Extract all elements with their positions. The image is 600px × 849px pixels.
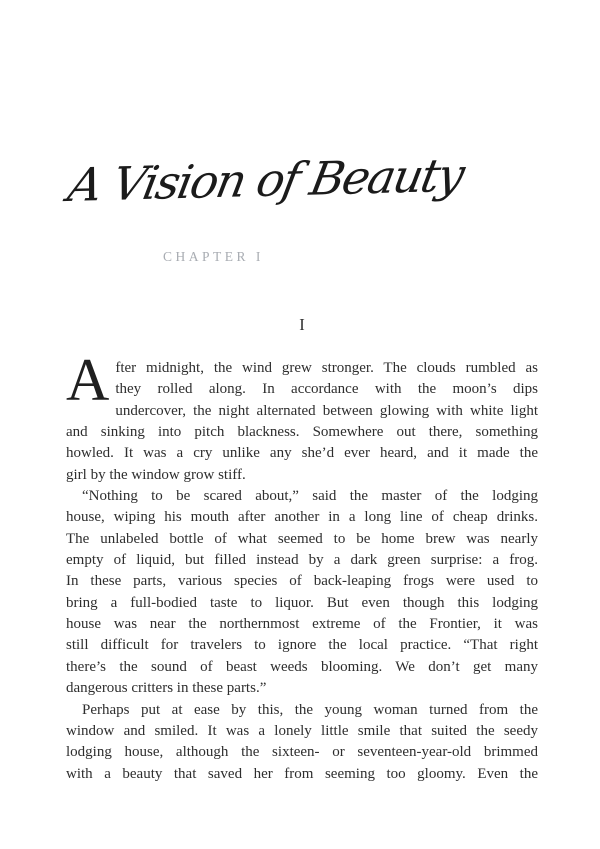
text-line: there’s the sound of beast weeds blooming. We don’t get many <box>66 658 538 675</box>
text-line: still difficult for travelers to ignore the local practice. “That right <box>66 637 538 654</box>
paragraph <box>66 486 538 699</box>
text-line: “Nothing to be scared about,” said the master of the lodging <box>82 488 538 505</box>
text-line: they rolled along. In accordance with the moon’s dips <box>115 381 538 398</box>
text-line: house, wiping his mouth after another in a long line of cheap drinks. <box>66 509 538 526</box>
text-line: In these parts, various species of back-leaping frogs were used to <box>66 573 538 590</box>
chapter-label: CHAPTER I <box>163 249 264 264</box>
text-line: window and smiled. It was a lonely little smile that suited the seedy <box>66 722 538 739</box>
drop-cap: A <box>66 347 110 413</box>
text-line: girl by the window grow stiff. <box>66 466 246 483</box>
text-line: empty of liquid, but filled instead by a dark green surprise: a frog. <box>66 552 538 569</box>
text-line: with a beauty that saved her from seeming too gloomy. Even the <box>66 765 538 782</box>
text-line: howled. It was a cry unlike any she’d ever heard, and it made the <box>66 445 538 462</box>
section-number: I <box>299 315 305 334</box>
text-line: dangerous critters in these parts.” <box>66 680 267 697</box>
text-line: lodging house, although the sixteen- or seventeen-year-old brimmed <box>66 744 538 761</box>
text-line: and sinking into pitch blackness. Somewhere out there, something <box>66 424 538 441</box>
paragraph <box>66 347 538 486</box>
text-line: house was near the northernmost extreme of the Frontier, it was <box>66 616 538 633</box>
text-line: The unlabeled bottle of what seemed to be home brew was nearly <box>66 530 538 547</box>
text-line: undercover, the night alternated between glowing with white light <box>115 402 538 419</box>
paragraph <box>66 700 538 785</box>
body-text <box>66 347 538 785</box>
text-line: Perhaps put at ease by this, the young woman turned from the <box>82 701 538 718</box>
chapter-title-script: A Vision of Beauty <box>64 147 468 212</box>
text-line: bring a full-bodied taste to liquor. But even though this lodging <box>66 594 538 611</box>
text-line: fter midnight, the wind grew stronger. The clouds rumbled as <box>115 360 538 376</box>
